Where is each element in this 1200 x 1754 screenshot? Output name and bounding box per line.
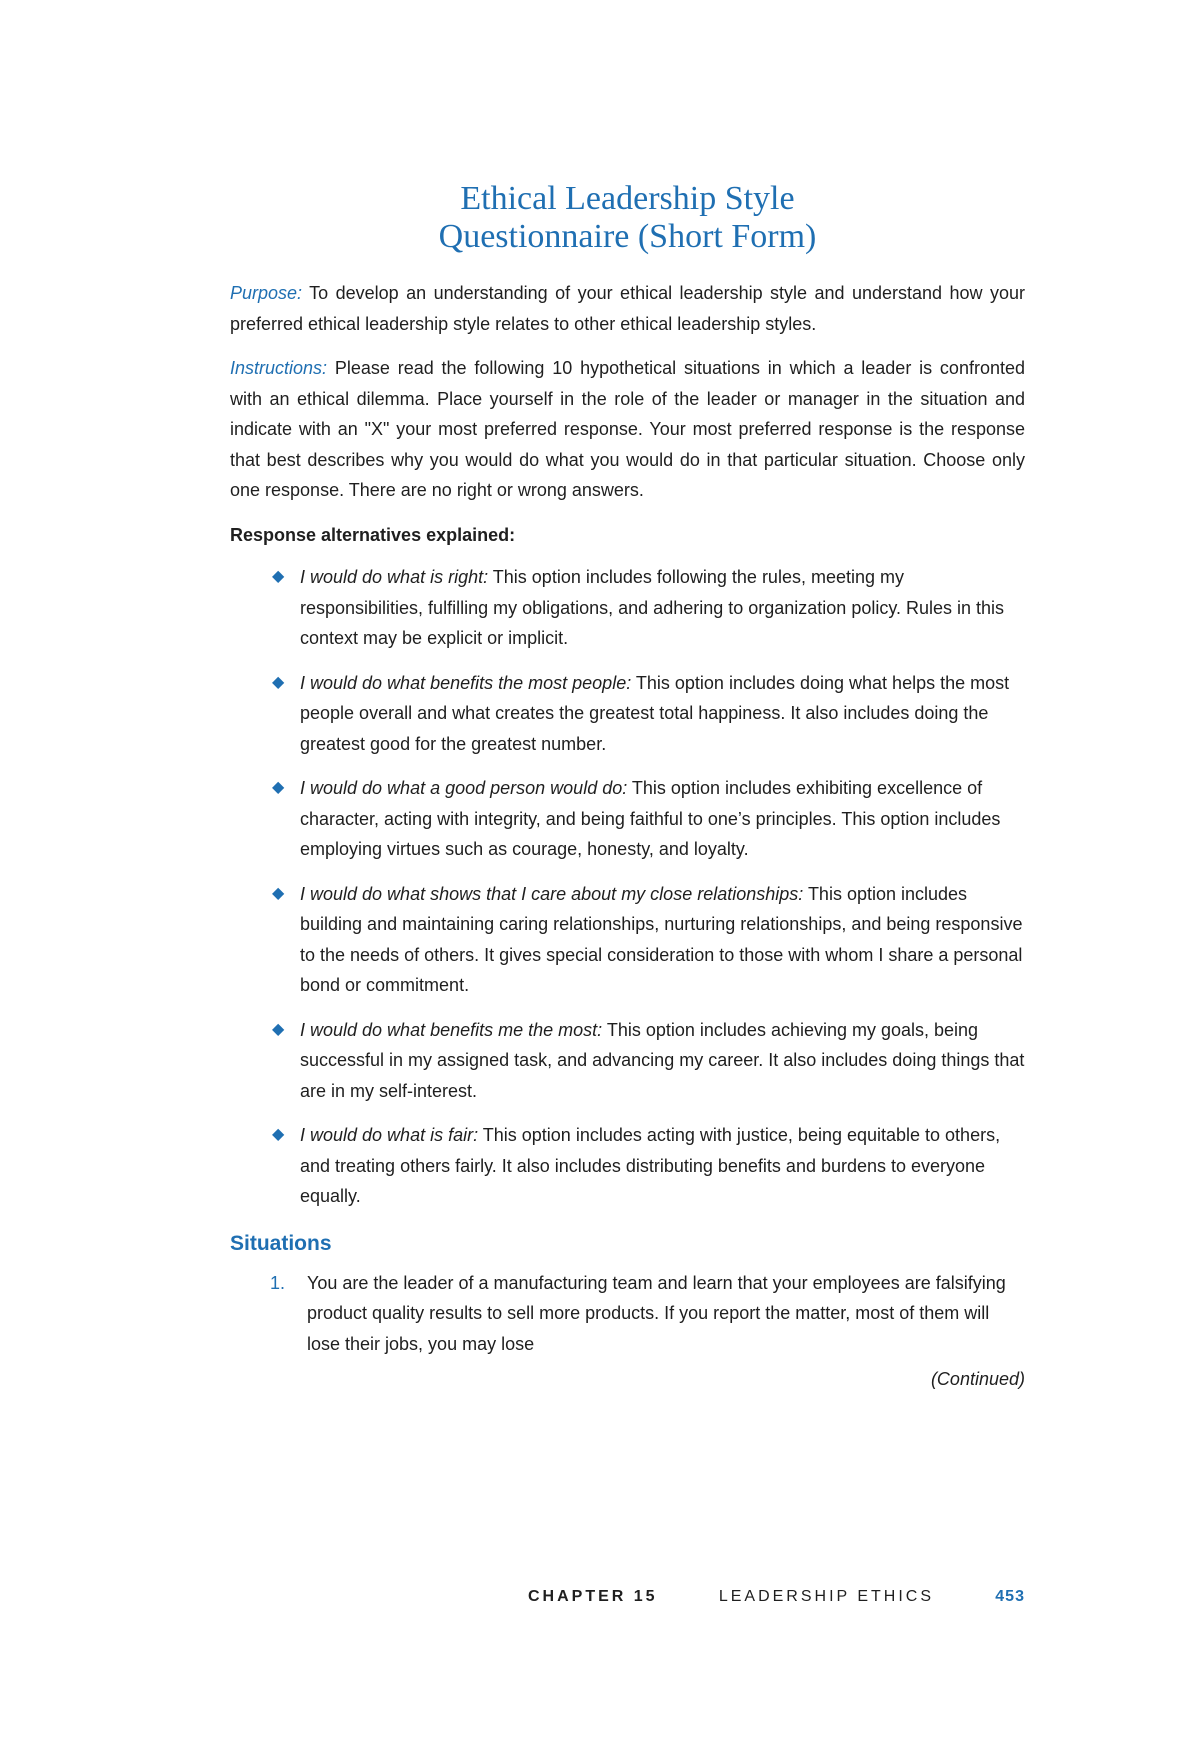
bullet-text: This option includes following the rules, meeting my responsibilities, fulfilling my obligations, and adhering to organization policy. Rules in this context may be explicit or implicit. (300, 567, 1005, 648)
bullet-icon: ◆ (272, 568, 285, 585)
response-alternatives-list (230, 562, 1025, 1212)
situation-number: 1. (270, 1272, 286, 1293)
situation-item (270, 1268, 1025, 1360)
response-heading: Response alternatives explained: (230, 524, 516, 545)
title-line-1: Ethical Leadership Style (460, 180, 795, 217)
page-number: 453 (995, 1588, 1025, 1605)
list-item (270, 879, 1025, 1001)
bullet-icon: ◆ (272, 779, 285, 796)
bullet-icon: ◆ (272, 1020, 285, 1038)
bullet-text: This option includes acting with justice, being equitable to others, and treating others fairly. It also includes distributing benefits and burdens to everyone equally. (300, 1125, 1001, 1206)
list-item (270, 668, 1025, 760)
title-line-2: Questionnaire (Short Form) (438, 218, 817, 255)
bullet-lead: I would do what benefits the most people: (300, 672, 632, 693)
list-item (270, 1120, 1025, 1212)
situations-heading: Situations (230, 1231, 332, 1255)
bullet-text: This option includes doing what helps the most people overall and what creates the greatest total happiness. It also includes doing the greatest good for the greatest number. (300, 672, 1010, 754)
purpose-paragraph (230, 278, 1025, 339)
bullet-icon: ◆ (272, 884, 285, 902)
bullet-text: This option includes building and maintaining caring relationships, nurturing relationships, and being responsive to the needs of others. It gives special consideration to those with whom I share a personal bond or commitment. (300, 883, 1023, 995)
purpose-text: To develop an understanding of your ethical leadership style and understand how your preferred ethical leadership style relates to other ethical leadership styles. (230, 283, 1025, 334)
bullet-lead: I would do what shows that I care about my close relationships: (300, 883, 804, 904)
bullet-icon: ◆ (272, 673, 285, 691)
situations-list (230, 1268, 1025, 1360)
page-content (230, 180, 1025, 1390)
bullet-text: This option includes achieving my goals, being successful in my assigned task, and advancing my career. It also includes doing things that are in my self-interest. (300, 1019, 1025, 1101)
page-footer (528, 1588, 1025, 1606)
footer-title: LEADERSHIP ETHICS (718, 1588, 935, 1605)
page-title (230, 180, 1025, 256)
list-item (270, 1015, 1025, 1107)
bullet-text: This option includes exhibiting excellence of character, acting with integrity, and being faithful to one’s principles. This option includes employing virtues such as courage, honesty, and loyalty. (300, 778, 1001, 859)
purpose-label: Purpose: (230, 283, 303, 303)
bullet-icon: ◆ (272, 1126, 285, 1143)
footer-chapter: CHAPTER 15 (528, 1588, 658, 1605)
bullet-lead: I would do what is right: (300, 567, 489, 587)
continued-note: (Continued) (930, 1369, 1025, 1389)
situation-text: You are the leader of a manufacturing team and learn that your employees are falsifying product quality results to sell more products. If you report the matter, most of them will lose their jobs, you may lose (307, 1272, 1006, 1354)
instructions-text: Please read the following 10 hypothetical situations in which a leader is confronted with an ethical dilemma. Place yourself in the role of the leader or manager in the situation and indicate with an "X" your most preferred response. Your most preferred response is the response that best describes why you would do what you would do in that particular situation. Choose only one response. There are no right or wrong answers. (230, 358, 1025, 500)
list-item (270, 562, 1025, 654)
instructions-label: Instructions: (230, 358, 328, 378)
list-item (270, 773, 1025, 865)
instructions-paragraph (230, 353, 1025, 506)
bullet-lead: I would do what a good person would do: (300, 778, 628, 798)
bullet-lead: I would do what benefits me the most: (300, 1019, 603, 1040)
bullet-lead: I would do what is fair: (300, 1125, 479, 1145)
